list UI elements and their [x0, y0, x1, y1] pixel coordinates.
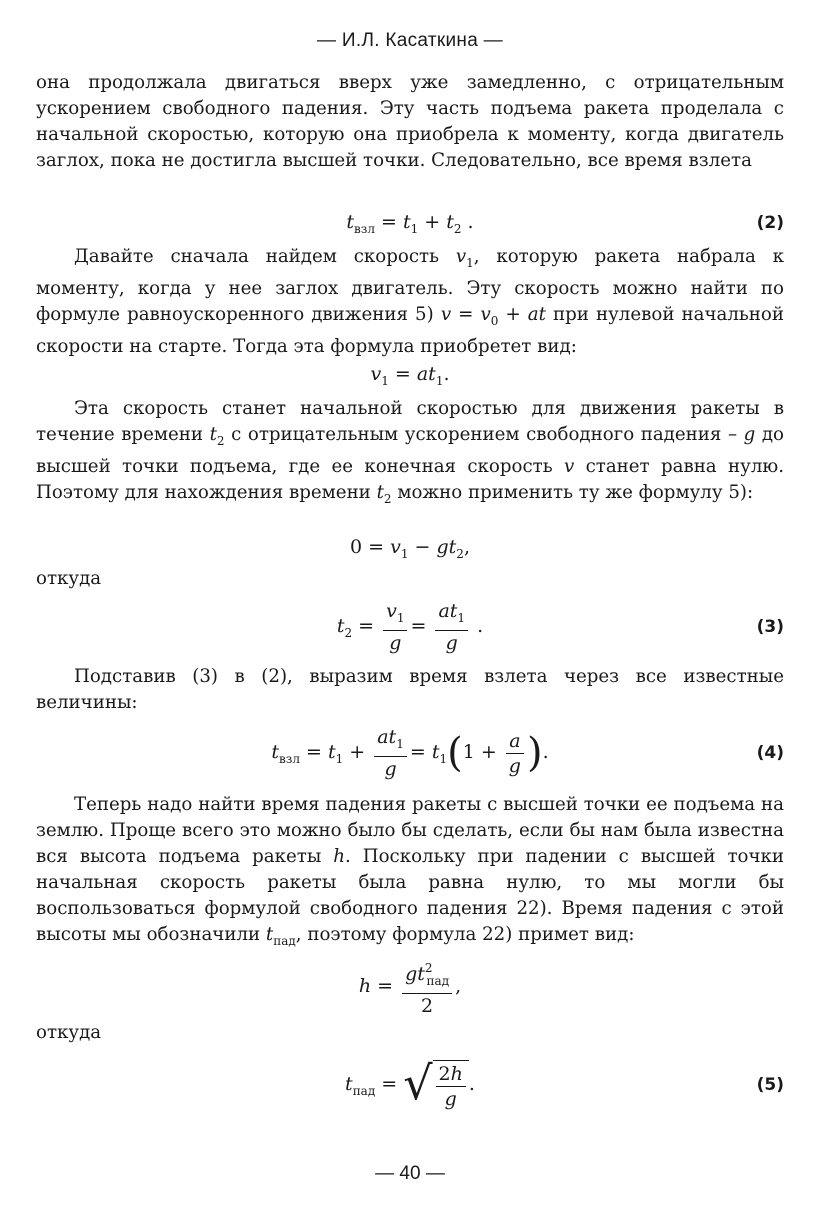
- equation-v1: [36, 355, 784, 395]
- paragraph-text: откуда: [36, 568, 102, 589]
- square-root: √ $\frac{2h}{g}$: [403, 1060, 469, 1110]
- formula: $t_{взл} = t_1$ + $\frac{at_1}{g}$ = $t_1(1$ + $\frac{a}{g}$ ).: [271, 726, 549, 780]
- equation-3: [36, 602, 784, 652]
- formula: $v_1 = at_1$.: [370, 362, 450, 388]
- formula: $t_{пад}$ = √ $\frac{2h}{g}$ .: [345, 1056, 475, 1110]
- page-number: — 40 —: [375, 1163, 445, 1184]
- text-run: Давайте сначала найдем скорость: [74, 246, 456, 267]
- paragraph-4: [36, 664, 784, 716]
- equation-number: (3): [756, 617, 784, 637]
- fraction: $\frac{gt^2_{пад}}{2}$: [402, 957, 452, 1017]
- formula: h = $\frac{gt^2_{пад}}{2}$ ,: [359, 957, 461, 1017]
- text-run: станет равна нулю. Поэтому для нахождения времени: [36, 456, 784, 503]
- text-run: , поэтому формула 22) примет вид:: [295, 924, 635, 945]
- otkuda-1: [36, 566, 784, 592]
- text-run: Теперь надо найти время падения ракеты с высшей точки ее подъема на землю. Проще всего это можно было бы сделать, если бы нам была известна вся высота подъема ракеты: [36, 794, 784, 867]
- formula: $0 = v_1 - gt_2$,: [350, 535, 470, 561]
- fraction: $\frac{a}{g}$: [506, 730, 524, 777]
- paragraph-text: откуда: [36, 1022, 102, 1043]
- paragraph-3: [36, 396, 784, 512]
- text-run: . Поскольку при падении с высшей точки начальная скорость ракеты была равна нулю, то мы могли бы воспользоваться формулой свободного падения 22). Время падения с этой высоты мы обозначили: [36, 846, 784, 945]
- paragraph-2: [36, 244, 784, 360]
- paragraph-5: [36, 792, 784, 954]
- paragraph-1: [36, 70, 784, 174]
- text-run: до высшей точки подъема, где ее конечная скорость: [36, 424, 784, 477]
- paragraph-text: Подставив (3) в (2), выразим время взлета через все известные величины:: [36, 666, 784, 713]
- fraction: $\frac{at_1}{g}$: [435, 600, 468, 654]
- otkuda-2: [36, 1020, 784, 1046]
- paragraph-text: Давайте сначала найдем скорость $v_1$, которую ракета набрала к моменту, когда у нее заглох двигатель. Эту скорость можно найти по формуле равноускоренного движения 5) $v = v_0$ + at при нулевой начальной скорости на старте. Тогда эта формула приобретет вид:: [36, 246, 784, 357]
- paragraph-text: Теперь надо найти время падения ракеты с высшей точки ее подъема на землю. Проще всего это можно было бы сделать, если бы нам была известна вся высота подъема ракеты h. Поскольку при падении с высшей точки начальная скорость ракеты была равна нулю, то мы могли бы воспользоваться формулой свободного падения 22). Время падения с этой высоты мы обозначили $t_{пад}$, поэтому формула 22) примет вид:: [36, 794, 784, 948]
- paragraph-text: она продолжала двигаться вверх уже замедленно, с отрицательным ускорением свободного падения. Эту часть подъема ракета проделала с начальной скоростью, которую она приобрела к моменту, когда двигатель заглох, пока не достигла высшей точки. Следовательно, все время взлета: [36, 72, 784, 171]
- fraction: $\frac{at_1}{g}$: [374, 726, 407, 780]
- text-run: , которую ракета набрала к моменту, когда у нее заглох двигатель. Эту скорость можно найти по формуле равноускоренного движения 5): [36, 246, 784, 325]
- text-run: с отрицательным ускорением свободного падения –: [224, 424, 744, 445]
- equation-number: (5): [756, 1075, 784, 1095]
- fraction: $\frac{2h}{g}$: [436, 1063, 466, 1110]
- text-run: при нулевой начальной скорости на старте. Тогда эта формула приобретет вид:: [36, 304, 784, 357]
- formula: $t_{взл} = t_1 + t_2$ .: [346, 210, 474, 236]
- equation-4: [36, 723, 784, 783]
- formula: $t_2$ = $\frac{v_1}{g}$ = $\frac{at_1}{g}$ .: [336, 600, 484, 654]
- fraction: $\frac{v_1}{g}$: [383, 600, 407, 654]
- equation-number: (4): [756, 743, 784, 763]
- text-run: можно применить ту же формулу 5):: [391, 482, 754, 503]
- equation-number: (2): [756, 213, 784, 233]
- paragraph-text: Эта скорость станет начальной скоростью для движения ракеты в течение времени $t_2$ с отрицательным ускорением свободного падения – g до высшей точки подъема, где ее конечная скорость v станет равна нулю. Поэтому для нахождения времени $t_2$ можно применить ту же формулу 5):: [36, 398, 784, 506]
- equation-zero: [36, 528, 784, 568]
- equation-h: [36, 958, 784, 1016]
- text-run: Эта скорость станет начальной скоростью для движения ракеты в течение времени: [36, 398, 784, 445]
- running-header: — И.Л. Касаткина —: [317, 30, 503, 51]
- equation-2: [36, 203, 784, 243]
- equation-5: [36, 1054, 784, 1116]
